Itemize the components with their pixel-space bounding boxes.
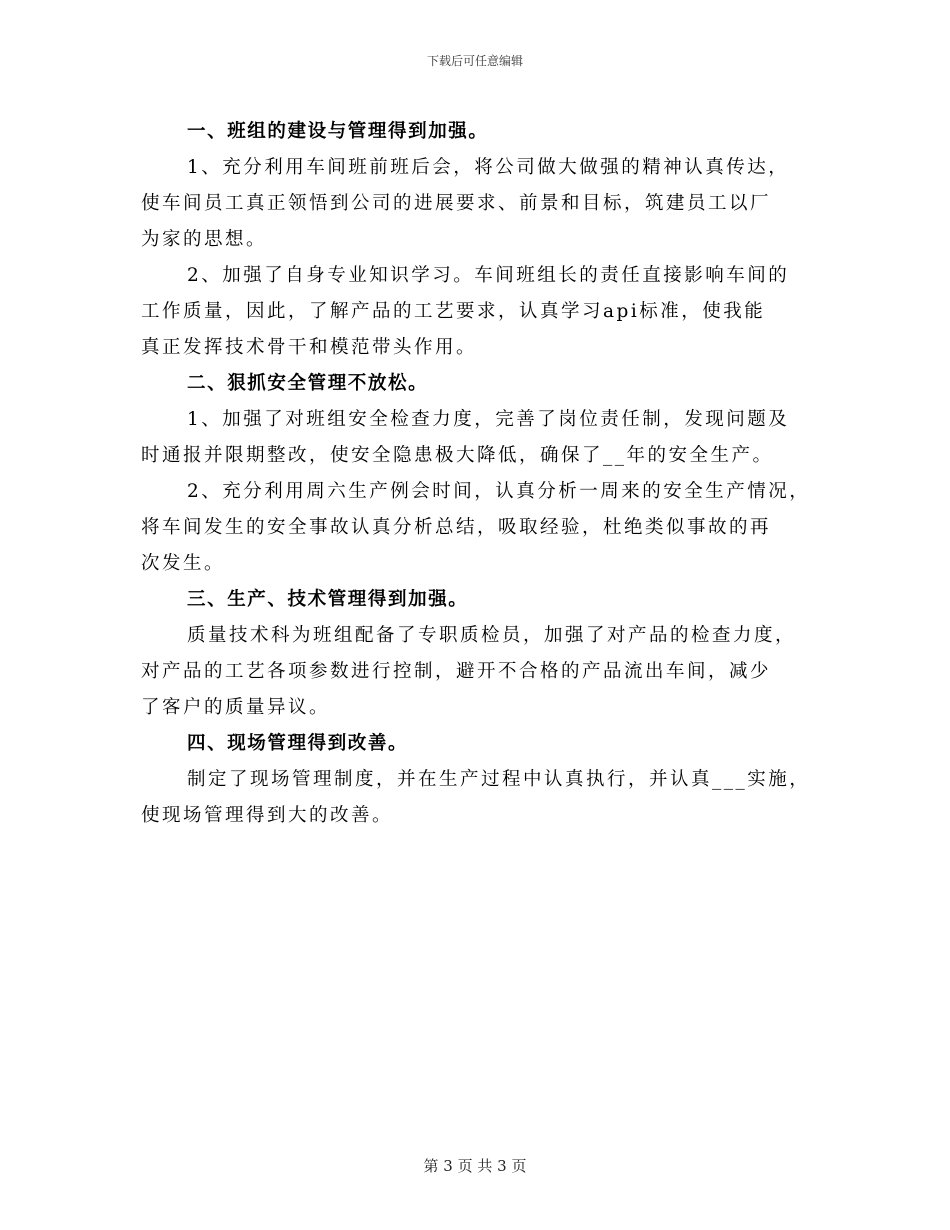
section — [141, 366, 821, 582]
paragraph-line: 质量技术科为班组配备了专职质检员，加强了对产品的检查力度， — [187, 625, 797, 646]
paragraph-line: 1、加强了对班组安全检查力度，完善了岗位责任制，发现问题及 — [187, 409, 790, 430]
paragraph-line: 2、加强了自身专业知识学习。车间班组长的责任直接影响车间的 — [187, 265, 790, 286]
paragraph-line: 次发生。 — [141, 553, 226, 574]
paragraph-line: 1、充分利用车间班前班后会，将公司做大做强的精神认真传达， — [187, 157, 790, 178]
paragraph — [141, 618, 821, 726]
section — [141, 726, 821, 834]
paragraph — [141, 762, 821, 834]
paragraph — [141, 258, 821, 366]
paragraph-line: 使车间员工真正领悟到公司的进展要求、前景和目标，筑建员工以厂 — [141, 193, 772, 214]
paragraph-line: 将车间发生的安全事故认真分析总结，吸取经验，杜绝类似事故的再 — [141, 517, 772, 538]
section — [141, 582, 821, 726]
paragraph-line: 了客户的质量异议。 — [141, 697, 331, 718]
page-header: 下载后可任意编辑 — [426, 54, 523, 68]
paragraph-line: 工作质量，因此，了解产品的工艺要求，认真学习api标准，使我能 — [141, 301, 766, 322]
paragraph-line: 对产品的工艺各项参数进行控制，避开不合格的产品流出车间，减少 — [141, 661, 772, 682]
paragraph — [141, 402, 821, 474]
section-heading: 三、生产、技术管理得到加强。 — [187, 589, 469, 610]
section — [141, 114, 821, 366]
section-heading: 二、狠抓安全管理不放松。 — [187, 373, 429, 394]
paragraph-line: 制定了现场管理制度，并在生产过程中认真执行，并认真___实施， — [187, 769, 811, 790]
paragraph-line: 使现场管理得到大的改善。 — [141, 805, 394, 826]
paragraph-line: 时通报并限期整改，使安全隐患极大降低，确保了__年的安全生产。 — [141, 445, 774, 466]
paragraph-line: 真正发挥技术骨干和模范带头作用。 — [141, 337, 478, 358]
paragraph — [141, 150, 821, 258]
section-heading: 四、现场管理得到改善。 — [187, 733, 409, 754]
document-body — [141, 114, 821, 834]
page-number: 第 3 页 共 3 页 — [423, 1157, 527, 1175]
section-heading: 一、班组的建设与管理得到加强。 — [187, 121, 489, 142]
paragraph-line: 为家的思想。 — [141, 229, 268, 250]
paragraph-line: 2、充分利用周六生产例会时间，认真分析一周来的安全生产情况， — [187, 481, 811, 502]
paragraph — [141, 474, 821, 582]
